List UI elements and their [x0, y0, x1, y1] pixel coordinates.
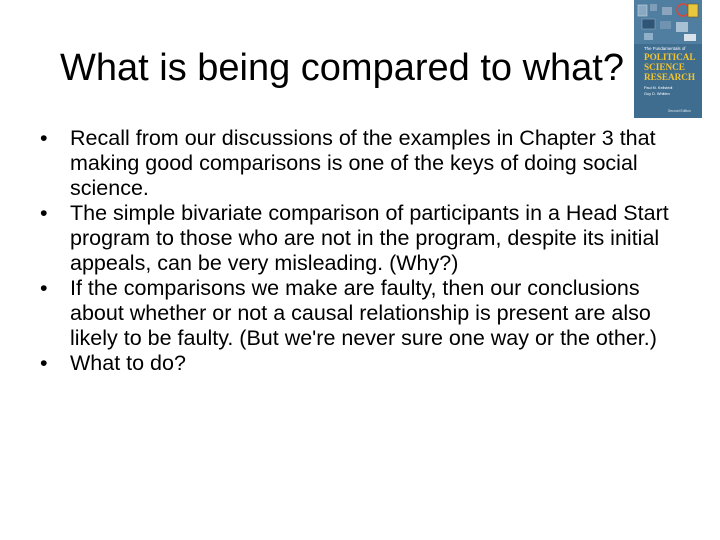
bullet-item [36, 201, 686, 276]
bullet-text: Recall from our discussions of the examples in Chapter 3 that making good comparisons is one of the keys of doing social science. [70, 126, 656, 200]
book-author-2: Guy D. Whitten [644, 92, 670, 96]
book-edition-text: Second Edition [668, 109, 691, 113]
book-author-1: Paul M. Kellstedt [644, 86, 673, 90]
bullet-text: What to do? [70, 351, 186, 375]
bullet-marker: • [40, 276, 48, 300]
book-title-line-2: SCIENCE [644, 62, 685, 72]
slide-title: What is being compared to what? [60, 47, 624, 89]
bullet-marker: • [40, 351, 48, 375]
bullet-list [36, 126, 686, 376]
book-cover-image [634, 0, 702, 118]
bullet-marker: • [40, 126, 48, 150]
book-cover-graphic [634, 0, 702, 118]
bullet-marker: • [40, 201, 48, 225]
book-title-line-1: POLITICAL [644, 52, 696, 62]
book-series-text: The Fundamentals of [644, 46, 686, 51]
bullet-item [36, 276, 686, 351]
bullet-item [36, 351, 686, 376]
book-title-line-3: RESEARCH [644, 72, 696, 82]
bullet-item [36, 126, 686, 201]
bullet-text: If the comparisons we make are faulty, then our conclusions about whether or not a causal relationship is present are also likely to be faulty. (But we're never sure one way or the other.) [70, 276, 657, 350]
bullet-text: The simple bivariate comparison of participants in a Head Start program to those who are not in the program, despite its initial appeals, can be very misleading. (Why?) [70, 201, 669, 275]
